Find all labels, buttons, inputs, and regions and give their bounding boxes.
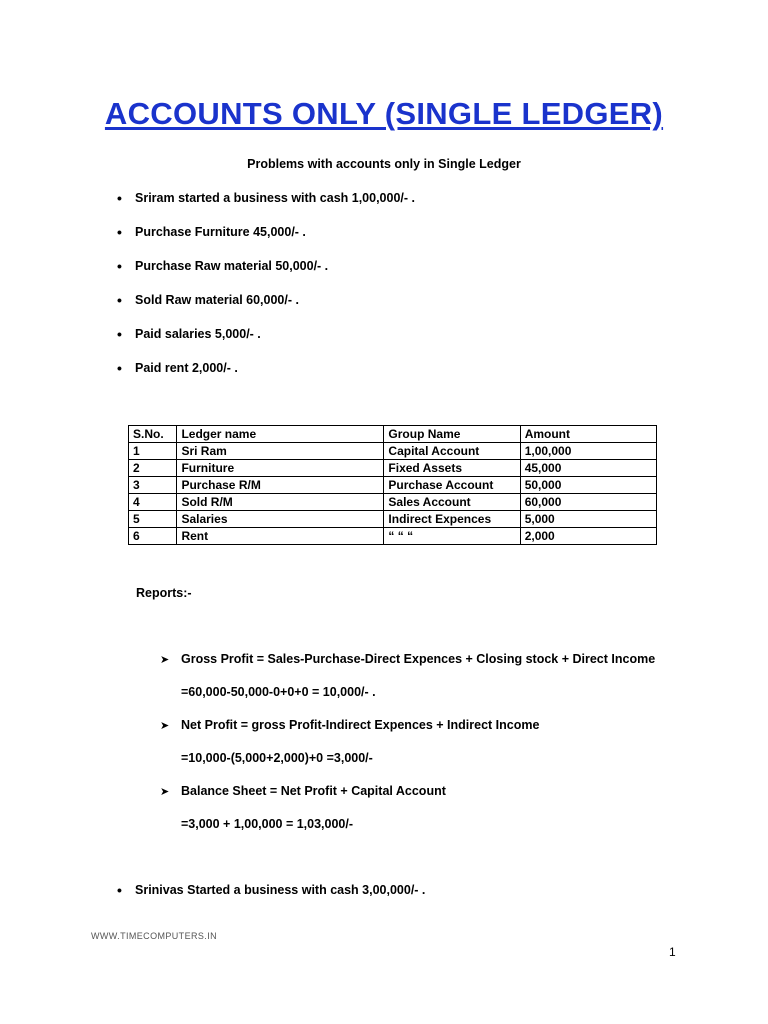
report-item (160, 784, 655, 817)
list-item: • Paid salaries 5,000/- . (117, 327, 415, 361)
report-calculation: =3,000 + 1,00,000 = 1,03,000/- (181, 817, 354, 831)
table-row (129, 443, 657, 460)
page-subtitle: Problems with accounts only in Single Ledger (247, 157, 521, 171)
table-row (129, 528, 657, 545)
report-calculation: =10,000-(5,000+2,000)+0 =3,000/- (181, 751, 373, 765)
column-header: Amount (520, 426, 656, 443)
table-row (129, 494, 657, 511)
table-cell: Rent (177, 528, 384, 545)
column-header: Group Name (384, 426, 520, 443)
arrow-bullet-icon: ➤ (160, 720, 170, 732)
table-row (129, 511, 657, 528)
list-item: • Sriram started a business with cash 1,00,000/- . (117, 191, 415, 225)
list-item: • Srinivas Started a business with cash 3,00,000/- . (117, 883, 425, 897)
table-cell: 6 (129, 528, 177, 545)
table-header-row (129, 426, 657, 443)
report-item (160, 652, 655, 685)
reports-label: Reports:- (136, 586, 192, 600)
list-item: • Purchase Raw material 50,000/- . (117, 259, 415, 293)
table-cell: Sales Account (384, 494, 520, 511)
table-cell: Salaries (177, 511, 384, 528)
table-cell: “ “ “ (384, 528, 520, 545)
table-cell: 5 (129, 511, 177, 528)
column-header: S.No. (129, 426, 177, 443)
report-formula: Balance Sheet = Net Profit + Capital Account (181, 784, 446, 798)
table-row (129, 477, 657, 494)
list-item: • Purchase Furniture 45,000/- . (117, 225, 415, 259)
table-cell: 4 (129, 494, 177, 511)
footer-website: WWW.TIMECOMPUTERS.IN (91, 931, 217, 941)
table-cell: 1 (129, 443, 177, 460)
table-cell: 50,000 (520, 477, 656, 494)
table-cell: 45,000 (520, 460, 656, 477)
table-cell: 2,000 (520, 528, 656, 545)
table-cell: 5,000 (520, 511, 656, 528)
report-formula: Net Profit = gross Profit-Indirect Expences + Indirect Income (181, 718, 540, 732)
transaction-list (117, 191, 415, 395)
table-cell: Sold R/M (177, 494, 384, 511)
page-number: 1 (669, 945, 676, 959)
report-formula: Gross Profit = Sales-Purchase-Direct Expences + Closing stock + Direct Income (181, 652, 656, 666)
list-item: • Sold Raw material 60,000/- . (117, 293, 415, 327)
table-cell: Purchase Account (384, 477, 520, 494)
arrow-bullet-icon: ➤ (160, 654, 170, 666)
table-cell: Furniture (177, 460, 384, 477)
report-calculation: =60,000-50,000-0+0+0 = 10,000/- . (181, 685, 376, 699)
arrow-bullet-icon: ➤ (160, 786, 170, 798)
table-cell: 3 (129, 477, 177, 494)
reports-section (160, 652, 655, 850)
table-cell: Capital Account (384, 443, 520, 460)
table-row (129, 460, 657, 477)
table-cell: 1,00,000 (520, 443, 656, 460)
table-cell: Sri Ram (177, 443, 384, 460)
table-cell: Purchase R/M (177, 477, 384, 494)
list-item: • Paid rent 2,000/- . (117, 361, 415, 395)
report-item (160, 718, 655, 751)
column-header: Ledger name (177, 426, 384, 443)
page-title: ACCOUNTS ONLY (SINGLE LEDGER) (104, 96, 664, 131)
ledger-table (128, 425, 657, 545)
table-cell: 2 (129, 460, 177, 477)
table-cell: Fixed Assets (384, 460, 520, 477)
table-cell: Indirect Expences (384, 511, 520, 528)
table-cell: 60,000 (520, 494, 656, 511)
